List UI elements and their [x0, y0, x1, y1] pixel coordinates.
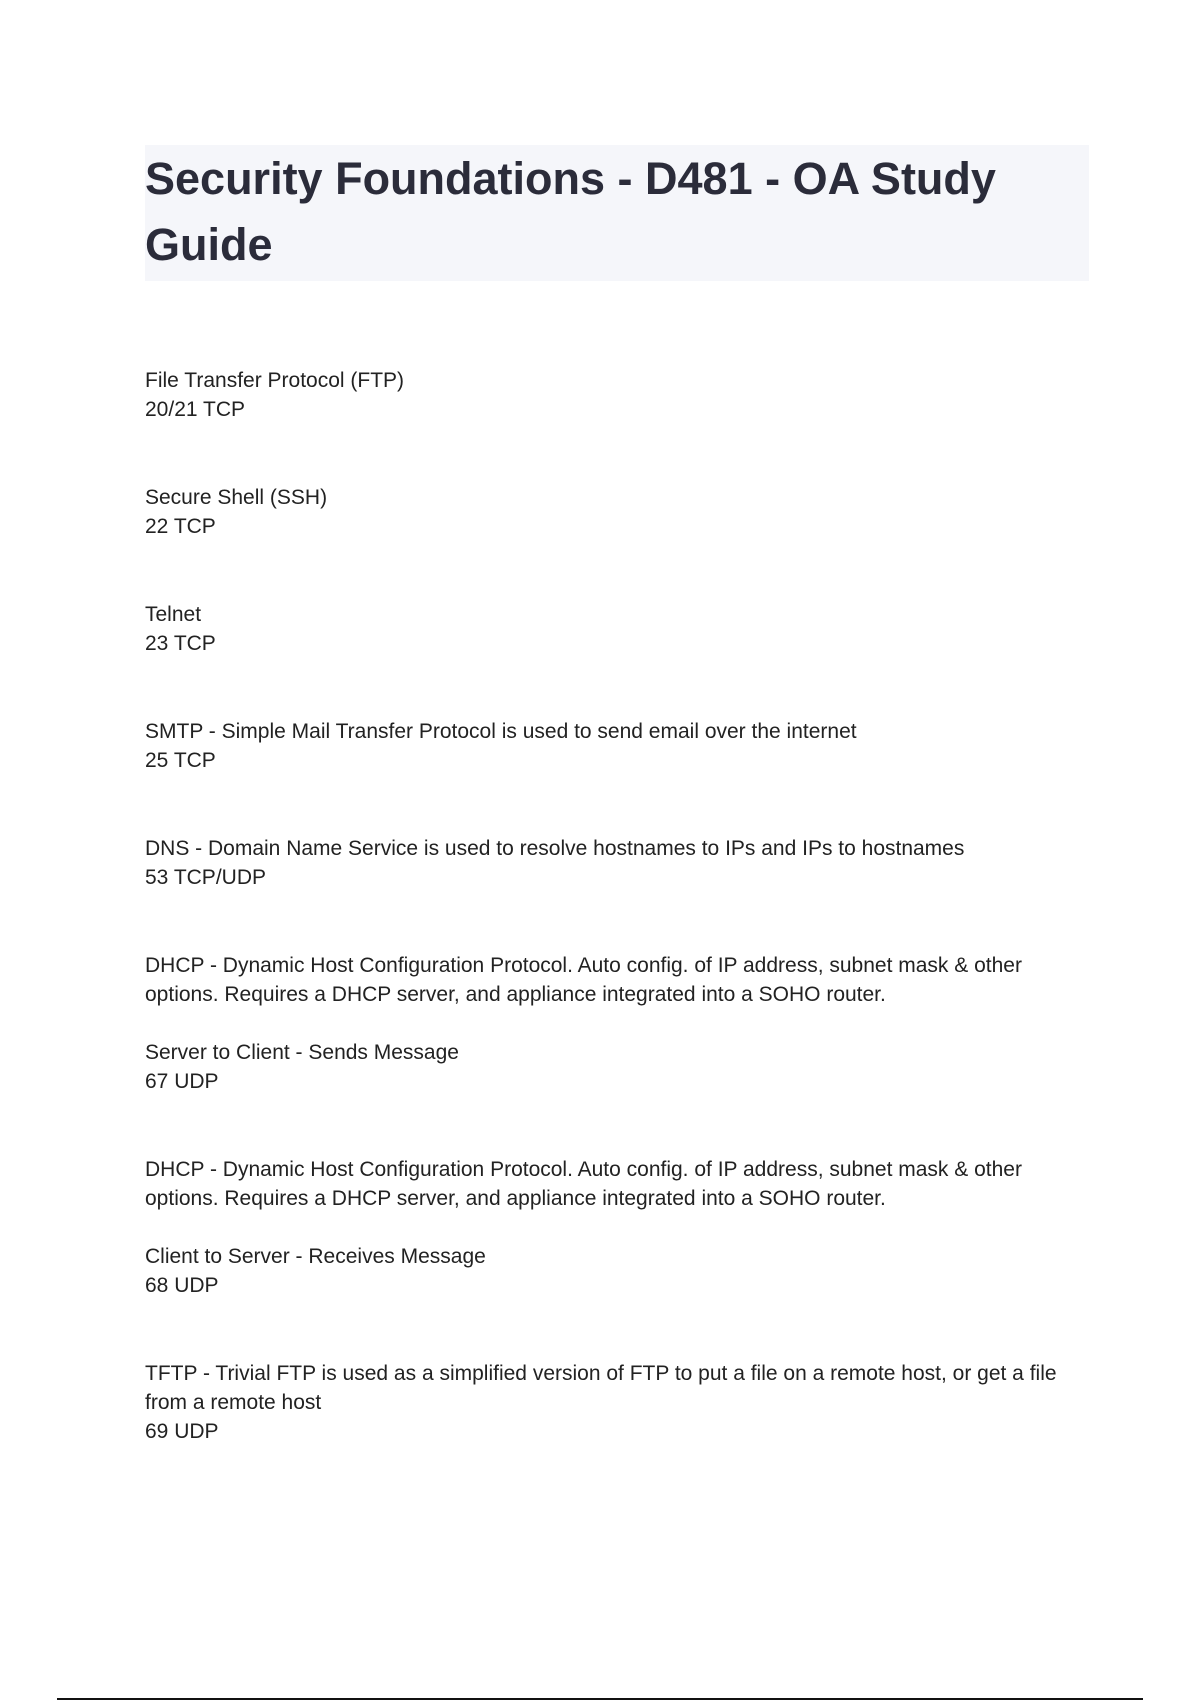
entry-answer: 68 UDP	[145, 1274, 219, 1297]
study-entry	[145, 366, 1085, 424]
entry-detail-group	[145, 1038, 1085, 1096]
entry-answer: 25 TCP	[145, 749, 216, 772]
study-entry	[145, 834, 1085, 892]
study-entries	[145, 366, 1085, 1446]
entry-term: Telnet	[145, 603, 202, 626]
entry-term: DHCP - Dynamic Host Configuration Protocol. Auto config. of IP address, subnet mask & other options. Requires a DHCP server, and appliance integrated into a SOHO router.	[145, 1158, 1022, 1210]
study-entry	[145, 483, 1085, 541]
title-block	[145, 145, 1089, 281]
entry-term: File Transfer Protocol (FTP)	[145, 369, 405, 392]
entry-answer: 67 UDP	[145, 1070, 219, 1093]
entry-answer: 69 UDP	[145, 1420, 219, 1443]
entry-term: SMTP - Simple Mail Transfer Protocol is used to send email over the internet	[145, 720, 857, 743]
entry-term: TFTP - Trivial FTP is used as a simplified version of FTP to put a file on a remote host, or get a file from a remote host	[145, 1362, 1057, 1414]
entry-detail: Client to Server - Receives Message	[145, 1245, 486, 1268]
entry-term: Secure Shell (SSH)	[145, 486, 328, 509]
study-entry	[145, 951, 1085, 1096]
entry-answer: 23 TCP	[145, 632, 216, 655]
entry-answer: 22 TCP	[145, 515, 216, 538]
study-entry	[145, 717, 1085, 775]
entry-detail-group	[145, 1242, 1085, 1300]
entry-term: DHCP - Dynamic Host Configuration Protocol. Auto config. of IP address, subnet mask & other options. Requires a DHCP server, and appliance integrated into a SOHO router.	[145, 954, 1022, 1006]
entry-detail: Server to Client - Sends Message	[145, 1041, 459, 1064]
page-title: Security Foundations - D481 - OA Study Guide	[145, 153, 996, 270]
entry-term: DNS - Domain Name Service is used to resolve hostnames to IPs and IPs to hostnames	[145, 837, 965, 860]
entry-answer: 20/21 TCP	[145, 398, 246, 421]
study-entry	[145, 1155, 1085, 1300]
study-entry	[145, 600, 1085, 658]
entry-answer: 53 TCP/UDP	[145, 866, 266, 889]
study-entry	[145, 1359, 1085, 1446]
